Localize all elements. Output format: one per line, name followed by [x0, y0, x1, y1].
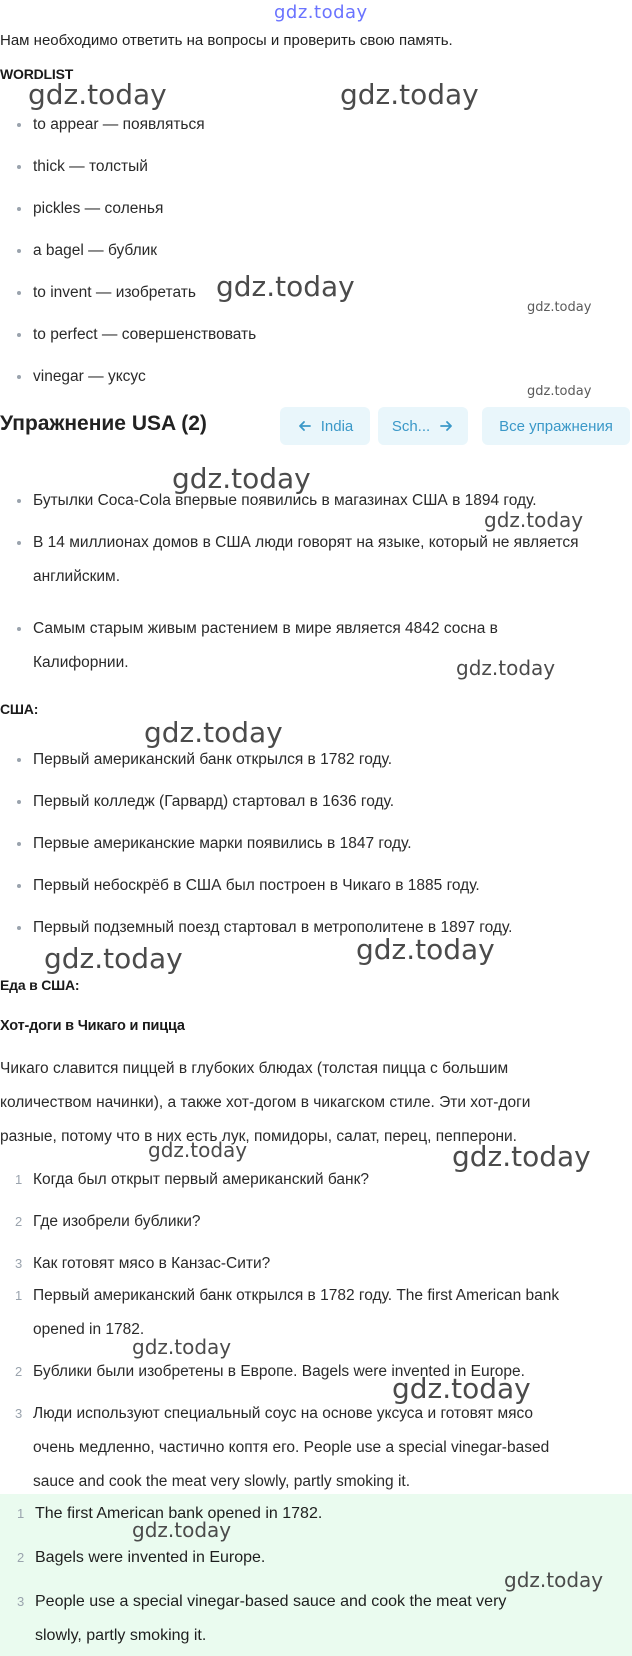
- answer-item: [17, 1584, 507, 1620]
- watermark: gdz.today: [172, 462, 311, 495]
- list-item: pickles — соленья: [33, 192, 163, 225]
- food-paragraph-line: количеством начинки), а также хот-догом в чикагском стиле. Эти хот-доги: [0, 1094, 531, 1111]
- question-text: Где изобрели бублики?: [33, 1213, 201, 1230]
- arrow-right-icon: [438, 418, 454, 434]
- watermark: gdz.today: [527, 384, 592, 399]
- answer-item: [15, 1279, 560, 1312]
- all-exercises-button[interactable]: [482, 407, 630, 445]
- answer-continuation: очень медленно, частично коптя его. People use a special vinegar-based: [33, 1439, 550, 1456]
- answer-text: Бублики были изобретены в Европе. Bagels were invented in Europe.: [33, 1363, 525, 1380]
- watermark: gdz.today: [144, 716, 283, 749]
- list-item: Первый колледж (Гарвард) стартовал в 1636 году.: [33, 785, 394, 818]
- watermark: gdz.today: [356, 933, 495, 966]
- answer-number: 1: [15, 1288, 23, 1303]
- food-paragraph-line: Чикаго славится пиццей в глубоких блюдах (толстая пицца с большим: [0, 1060, 509, 1077]
- list-item: to invent — изобретать: [33, 276, 196, 309]
- food-heading: Еда в США:: [0, 977, 80, 993]
- answer-item: [17, 1496, 323, 1532]
- exercise-title: Упражнение USA (2): [0, 412, 207, 435]
- site-logo[interactable]: gdz.today: [274, 2, 368, 23]
- list-item: a bagel — бублик: [33, 234, 157, 267]
- all-exercises-label: Все упражнения: [499, 417, 613, 435]
- watermark: gdz.today: [148, 1138, 248, 1162]
- watermark: gdz.today: [340, 78, 479, 111]
- question-text: Как готовят мясо в Канзас-Сити?: [33, 1255, 271, 1272]
- watermark: gdz.today: [28, 78, 167, 111]
- question-item: [15, 1247, 271, 1280]
- answer-continuation: sauce and cook the meat very slowly, partly smoking it.: [33, 1473, 411, 1490]
- answer-number: 1: [17, 1506, 25, 1521]
- list-item: Самым старым живым растением в мире является 4842 сосна в: [33, 612, 498, 645]
- answer-item: [15, 1355, 525, 1388]
- list-item-continuation: английским.: [33, 568, 121, 585]
- question-number: 3: [15, 1256, 23, 1271]
- next-exercise-button[interactable]: [378, 407, 468, 445]
- answer-item: [17, 1540, 266, 1576]
- question-item: [15, 1163, 369, 1196]
- watermark: gdz.today: [392, 1372, 531, 1405]
- list-item: thick — толстый: [33, 150, 148, 183]
- list-item: Первый подземный поезд стартовал в метрополитене в 1897 году.: [33, 911, 512, 944]
- watermark: gdz.today: [504, 1568, 604, 1592]
- watermark: gdz.today: [484, 508, 584, 532]
- food-paragraph-line: разные, потому что в них есть лук, помидоры, салат, перец, пепперони.: [0, 1128, 517, 1145]
- list-item: vinegar — уксус: [33, 360, 146, 393]
- list-item: Бутылки Coca-Cola впервые появились в магазинах США в 1894 году.: [33, 484, 537, 517]
- list-item: В 14 миллионах домов в США люди говорят на языке, который не является: [33, 526, 579, 559]
- answer-text: Bagels were invented in Europe.: [35, 1549, 266, 1566]
- arrow-left-icon: [297, 418, 313, 434]
- question-text: Когда был открыт первый американский банк?: [33, 1171, 369, 1188]
- answer-text: Люди используют специальный соус на основе уксуса и готовят мясо: [33, 1405, 534, 1422]
- answer-number: 3: [17, 1594, 25, 1609]
- answer-number: 2: [15, 1364, 23, 1379]
- watermark: gdz.today: [44, 942, 183, 975]
- list-item: to appear — появляться: [33, 108, 205, 141]
- question-number: 1: [15, 1172, 23, 1187]
- watermark: gdz.today: [216, 270, 355, 303]
- answer-text: The first American bank opened in 1782.: [35, 1505, 323, 1522]
- watermark: gdz.today: [452, 1140, 591, 1173]
- answer-text: People use a special vinegar-based sauce and cook the meat very: [35, 1593, 507, 1610]
- answer-box: [0, 1494, 632, 1656]
- answer-continuation: opened in 1782.: [33, 1321, 145, 1338]
- question-item: [15, 1205, 201, 1238]
- answer-text: Первый американский банк открылся в 1782 году. The first American bank: [33, 1287, 560, 1304]
- list-item: to perfect — совершенствовать: [33, 318, 256, 351]
- answer-continuation: slowly, partly smoking it.: [35, 1627, 207, 1644]
- usa-heading: США:: [0, 701, 39, 717]
- answer-number: 2: [17, 1550, 25, 1565]
- prev-exercise-label: India: [320, 417, 354, 435]
- answer-item: [15, 1397, 534, 1430]
- watermark: gdz.today: [456, 656, 556, 680]
- prev-exercise-button[interactable]: [280, 407, 370, 445]
- question-number: 2: [15, 1214, 23, 1229]
- next-exercise-label: Sch...: [391, 417, 431, 435]
- watermark: gdz.today: [132, 1518, 232, 1542]
- answer-number: 3: [15, 1406, 23, 1421]
- watermark: gdz.today: [527, 300, 592, 315]
- intro-text: Нам необходимо ответить на вопросы и проверить свою память.: [0, 32, 453, 49]
- list-item-continuation: Калифорнии.: [33, 654, 129, 671]
- watermark: gdz.today: [132, 1335, 232, 1359]
- list-item: Первый небоскрёб в США был построен в Чикаго в 1885 году.: [33, 869, 480, 902]
- list-item: Первые американские марки появились в 1847 году.: [33, 827, 412, 860]
- food-subheading: Хот-доги в Чикаго и пицца: [0, 1018, 185, 1034]
- wordlist-heading: WORDLIST: [0, 66, 74, 82]
- list-item: Первый американский банк открылся в 1782 году.: [33, 743, 392, 776]
